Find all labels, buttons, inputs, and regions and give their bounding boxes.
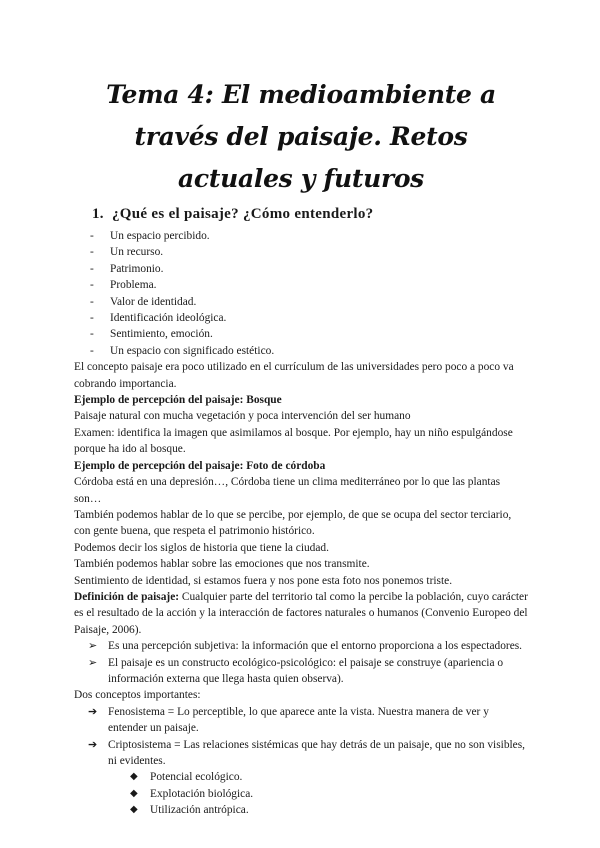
paragraph-concepto: El concepto paisaje era poco utilizado en el currículum de las universidades pero poco a poco va cobrando importancia. [74,361,514,390]
paragraph: También podemos hablar sobre las emociones que nos transmite. [74,558,370,571]
arrow-list-item: ➢ Es una percepción subjetiva: la información que el entorno proporciona a los espectadores. [74,638,528,654]
section-number: 1. [92,206,104,222]
paragraph: También podemos hablar de lo que se percibe, por ejemplo, de que se ocupa del sector terciario, con gente buena, que respeta el patrimonio histórico. [74,508,512,538]
list-item: - Valor de identidad. [90,295,197,308]
definition-paragraph [74,589,528,638]
arrowhead-bullet-icon: ➢ [88,656,98,669]
arrow-bullet-icon: ➔ [88,738,98,751]
diamond-bullet-icon: ◆ [130,804,138,816]
page-title: Tema 4: El medioambiente a través del paisaje. Retos actuales y futuros [106,80,496,193]
arrow-bullet-icon: ➔ [88,705,98,718]
paragraph: Podemos decir los siglos de historia que tiene la ciudad. [74,541,329,554]
sub-list-item: ◆ Explotación biológica. [74,786,528,802]
dash-list [74,228,528,359]
paragraph: Paisaje natural con mucha vegetación y poca intervención del ser humano [74,410,411,423]
paragraph: Córdoba está en una depresión…, Córdoba tiene un clima mediterráneo por lo que las plantas son… [74,476,501,505]
list-item: - Identificación ideológica. [90,312,227,325]
list-item: - Un espacio con significado estético. [90,344,275,357]
arrow-list-item: ➢ El paisaje es un constructo ecológico-psicológico: el paisaje se construye (apariencia o información externa que llega hasta quien observa). [88,656,504,685]
section-heading-text: ¿Qué es el paisaje? ¿Cómo entenderlo? [112,206,374,222]
concept-item: ➔ Fenosistema = Lo perceptible, lo que aparece ante la vista. Nuestra manera de ver y entender un paisaje. [88,705,489,735]
list-item: - Sentimiento, emoción. [90,328,213,341]
sub-list-item: ◆ Utilización antrópica. [74,802,528,818]
concept-item: ➔ Criptosistema = Las relaciones sistémicas que hay detrás de un paisaje, que no son visibles, ni evidentes. [88,738,526,767]
list-item: - Patrimonio. [90,262,164,275]
list-item: - Un espacio percibido. [90,230,210,242]
list-item: - Un recurso. [90,246,164,259]
paragraph: Examen: identifica la imagen que asimilamos al bosque. Por ejemplo, hay un niño espulgándose porque ha ido al bosque. [74,426,513,456]
paragraph: Sentimiento de identidad, si estamos fuera y nos pone esta foto nos ponemos triste. [74,574,453,587]
diamond-bullet-icon: ◆ [130,771,138,783]
sub-list-item: ◆ Potencial ecológico. [74,769,528,785]
section-heading [92,204,528,224]
definition-text: Cualquier parte del territorio tal como la percibe la población, cuyo carácter es el resultado de la acción y la interacción de factores naturales o humanos (Convenio Europeo del Paisaje, 2006). [74,590,528,636]
definition-label: Definición de paisaje: [74,590,180,603]
diamond-bullet-icon: ◆ [130,787,138,799]
paragraph-dos-conceptos: Dos conceptos importantes: [74,689,201,702]
arrowhead-bullet-icon: ➢ [88,640,98,653]
subheading-cordoba: Ejemplo de percepción del paisaje: Foto de córdoba [74,459,326,472]
list-item: - Problema. [90,279,157,292]
subheading-bosque: Ejemplo de percepción del paisaje: Bosque [74,394,282,407]
